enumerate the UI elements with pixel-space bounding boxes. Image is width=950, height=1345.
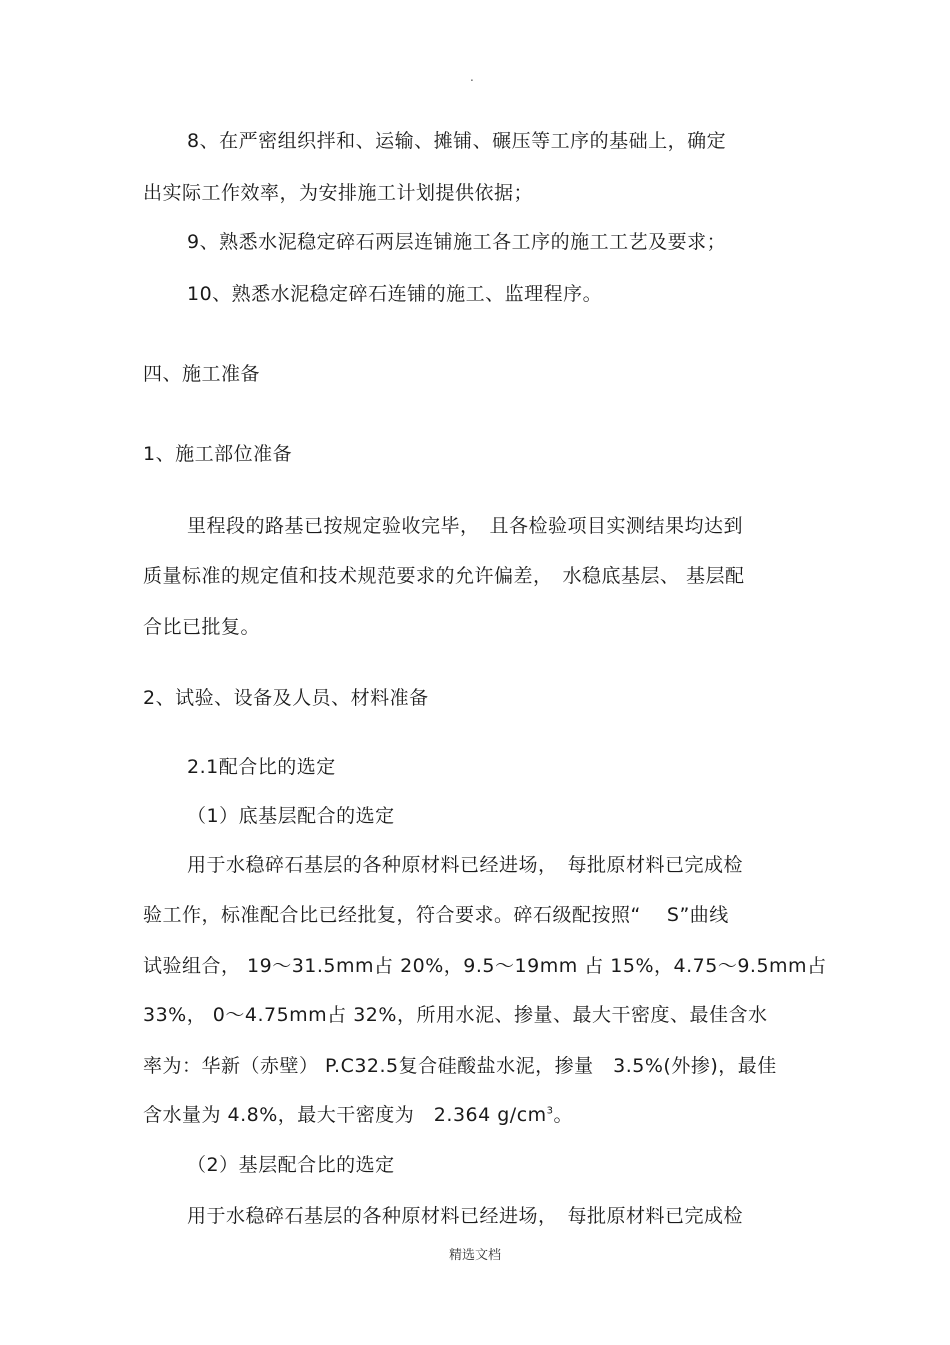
paragraph-line-12: 率为：华新（赤壁） P.C32.5复合硅酸盐水泥，掺量 3.5%(外掺)，最佳	[143, 1055, 777, 1077]
paragraph-line-10: 试验组合， 19～31.5mm占 20%，9.5～19mm 占 15%，4.75～9.5mm占	[143, 955, 827, 977]
superscript-unit: 3	[546, 1105, 554, 1117]
paragraph-line-4: 10、熟悉水泥稳定碎石连铺的施工、监理程序。	[187, 283, 603, 305]
subsubsection-heading: 2.1配合比的选定	[187, 756, 336, 778]
paragraph-line-9: 验工作，标准配合比已经批复，符合要求。碎石级配按照“ S”曲线	[143, 904, 729, 926]
subsection-heading-1: 1、施工部位准备	[143, 443, 293, 465]
paragraph-line-14: 用于水稳碎石基层的各种原材料已经进场， 每批原材料已完成检	[187, 1205, 744, 1227]
subsection-heading-2: 2、试验、设备及人员、材料准备	[143, 687, 429, 709]
section-heading: 四、施工准备	[143, 363, 261, 385]
paragraph-line-2: 出实际工作效率，为安排施工计划提供依据；	[143, 182, 534, 204]
paragraph-line-13	[143, 1102, 573, 1128]
paragraph-line-1: 8、在严密组织拌和、运输、摊铺、碾压等工序的基础上，确定	[187, 130, 727, 152]
item-heading-1: （1）底基层配合的选定	[187, 805, 395, 827]
footer-label: 精选文档	[448, 1248, 501, 1263]
paragraph-line-13-end: 。	[553, 1104, 574, 1126]
paragraph-line-6: 质量标准的规定值和技术规范要求的允许偏差， 水稳底基层、 基层配	[143, 565, 745, 587]
header-dot: .	[470, 70, 474, 84]
paragraph-line-7: 合比已批复。	[143, 616, 261, 638]
paragraph-line-13-text: 含水量为 4.8%，最大干密度为 2.364 g/cm	[143, 1104, 547, 1126]
paragraph-line-8: 用于水稳碎石基层的各种原材料已经进场， 每批原材料已完成检	[187, 854, 744, 876]
paragraph-line-11: 33%， 0～4.75mm占 32%，所用水泥、掺量、最大干密度、最佳含水	[143, 1004, 768, 1026]
item-heading-2: （2）基层配合比的选定	[187, 1154, 395, 1176]
paragraph-line-3: 9、熟悉水泥稳定碎石两层连铺施工各工序的施工工艺及要求；	[187, 231, 727, 253]
paragraph-line-5: 里程段的路基已按规定验收完毕， 且各检验项目实测结果均达到	[187, 515, 744, 537]
